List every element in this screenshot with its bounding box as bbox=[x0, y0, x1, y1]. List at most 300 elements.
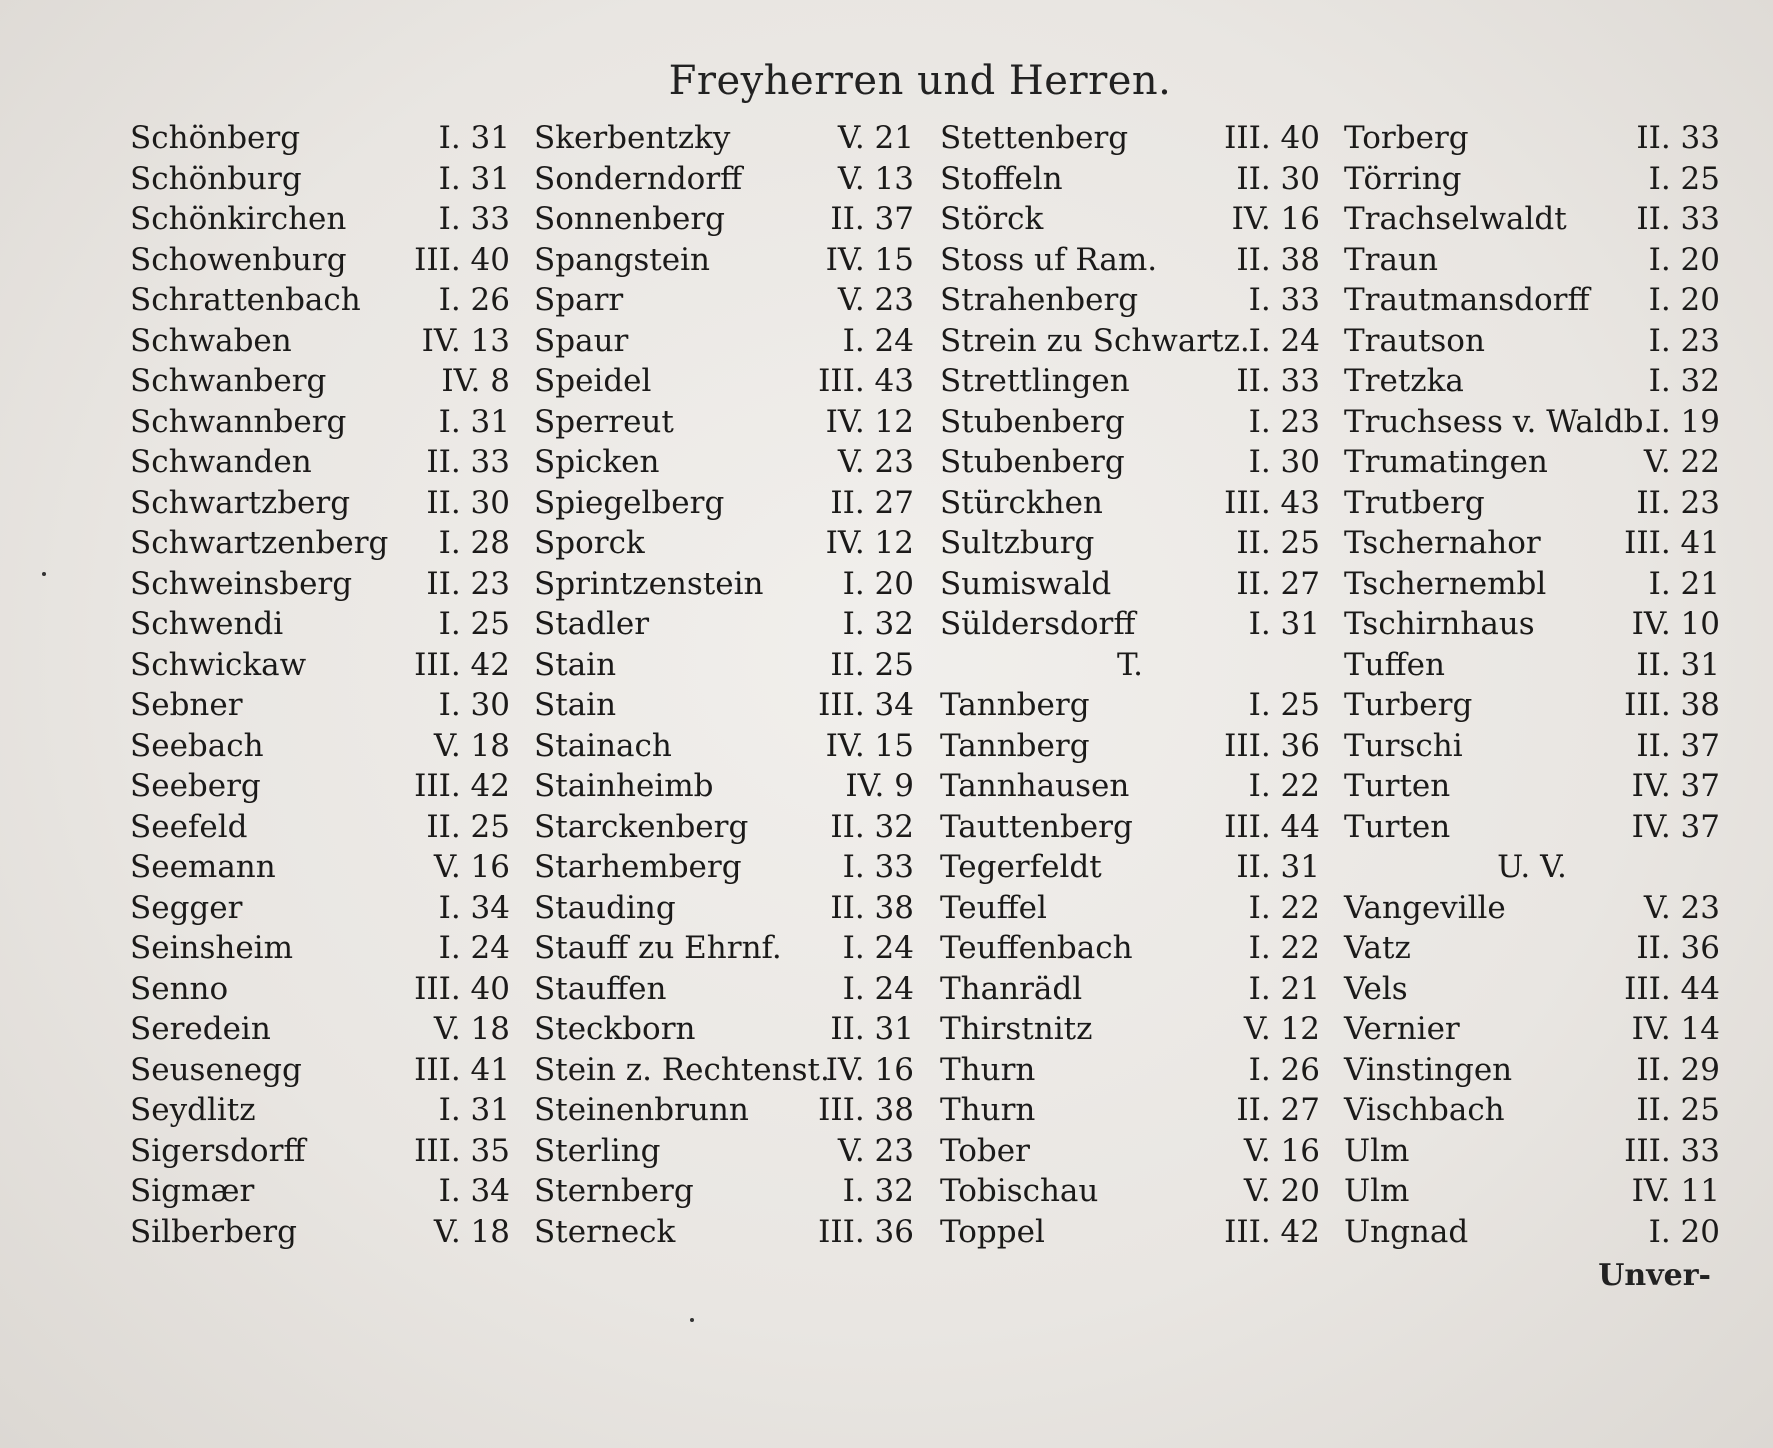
entry-reference: I. 25 bbox=[1248, 687, 1320, 723]
entry-name: Thirstnitz bbox=[940, 1011, 1093, 1047]
entry-reference: I. 22 bbox=[1248, 930, 1320, 966]
entry-name: Stauding bbox=[534, 889, 676, 926]
index-entry bbox=[940, 685, 1320, 726]
entry-name: Thurn bbox=[940, 1092, 1036, 1128]
index-entry bbox=[940, 1050, 1320, 1091]
entry-name: Schweinsberg bbox=[130, 565, 353, 602]
entry-reference: III. 43 bbox=[1224, 484, 1320, 521]
entry-name: Sporck bbox=[534, 525, 645, 561]
entry-reference: II. 25 bbox=[426, 808, 510, 845]
entry-name: Schwannberg bbox=[130, 403, 347, 440]
entry-reference: I. 21 bbox=[1648, 565, 1720, 602]
catchword: Unver- bbox=[1598, 1258, 1711, 1293]
index-entry bbox=[534, 1050, 914, 1091]
entry-reference: III. 36 bbox=[818, 1213, 914, 1250]
entry-reference: V. 23 bbox=[837, 1132, 914, 1169]
index-entry bbox=[1344, 685, 1720, 726]
entry-name: Vatz bbox=[1344, 930, 1411, 966]
entry-name: Sterling bbox=[534, 1132, 661, 1169]
entry-name: Stainach bbox=[534, 727, 672, 764]
entry-reference: II. 27 bbox=[830, 484, 914, 521]
index-entry bbox=[534, 969, 914, 1010]
index-entry bbox=[130, 928, 510, 969]
index-entry bbox=[1344, 645, 1720, 686]
entry-reference: I. 32 bbox=[842, 606, 914, 642]
index-entry bbox=[534, 888, 914, 929]
entry-reference: IV. 15 bbox=[825, 727, 914, 764]
entry-reference: II. 31 bbox=[830, 1011, 914, 1047]
entry-name: Seeberg bbox=[130, 768, 261, 804]
entry-reference: II. 33 bbox=[1636, 201, 1720, 237]
entry-name: Spicken bbox=[534, 444, 660, 480]
index-entry bbox=[940, 888, 1320, 929]
index-entry bbox=[940, 442, 1320, 483]
entry-name: Vangeville bbox=[1344, 889, 1506, 926]
entry-reference: I. 21 bbox=[1248, 970, 1320, 1007]
index-entry bbox=[1344, 321, 1720, 362]
entry-reference: II. 36 bbox=[1636, 930, 1720, 966]
entry-name: Sonnenberg bbox=[534, 201, 725, 237]
index-entry bbox=[534, 361, 914, 402]
entry-name: Stain bbox=[534, 687, 617, 723]
entry-name: Tauttenberg bbox=[940, 808, 1133, 845]
entry-reference: I. 26 bbox=[438, 282, 510, 318]
entry-name: Stürckhen bbox=[940, 484, 1103, 521]
entry-reference: I. 24 bbox=[438, 930, 510, 966]
index-entry bbox=[940, 361, 1320, 402]
entry-name: Turten bbox=[1344, 768, 1451, 804]
entry-name: Stein z. Rechtenst. bbox=[534, 1051, 830, 1088]
entry-reference: I. 24 bbox=[842, 970, 914, 1007]
entry-reference: I. 20 bbox=[1648, 1213, 1720, 1250]
entry-name: Turberg bbox=[1344, 687, 1473, 723]
entry-name: Steinenbrunn bbox=[534, 1092, 749, 1128]
index-entry bbox=[1344, 361, 1720, 402]
page-title: Freyherren und Herren. bbox=[668, 58, 1172, 104]
entry-name: Tegerfeldt bbox=[940, 849, 1102, 885]
entry-name: Stoss uf Ram. bbox=[940, 241, 1158, 278]
entry-name: Torberg bbox=[1344, 120, 1469, 156]
entry-name: Steckborn bbox=[534, 1011, 696, 1047]
index-entry bbox=[1344, 199, 1720, 240]
index-entry bbox=[940, 402, 1320, 443]
entry-name: Spiegelberg bbox=[534, 484, 725, 521]
index-entry bbox=[1344, 604, 1720, 645]
index-entry bbox=[130, 1090, 510, 1131]
entry-name: Seydlitz bbox=[130, 1092, 256, 1128]
index-entry bbox=[130, 1212, 510, 1253]
entry-reference: I. 19 bbox=[1648, 403, 1720, 440]
entry-name: Schwanberg bbox=[130, 363, 327, 399]
entry-name: Schrattenbach bbox=[130, 282, 361, 318]
entry-name: Thurn bbox=[940, 1051, 1036, 1088]
entry-name: Teuffenbach bbox=[940, 930, 1133, 966]
entry-reference: I. 24 bbox=[1248, 322, 1320, 359]
entry-reference: I. 20 bbox=[1648, 282, 1720, 318]
entry-reference: V. 21 bbox=[837, 120, 914, 156]
index-entry bbox=[130, 726, 510, 767]
entry-name: Spangstein bbox=[534, 241, 710, 278]
entry-reference: III. 40 bbox=[414, 970, 510, 1007]
index-entry bbox=[1344, 1171, 1720, 1212]
index-entry bbox=[1344, 280, 1720, 321]
entry-reference: III. 35 bbox=[414, 1132, 510, 1169]
entry-name: Störck bbox=[940, 201, 1044, 237]
entry-name: Tannberg bbox=[940, 727, 1090, 764]
entry-name: Schwartzenberg bbox=[130, 525, 389, 561]
index-entry bbox=[940, 969, 1320, 1010]
index-entry bbox=[534, 1131, 914, 1172]
entry-reference: III. 44 bbox=[1224, 808, 1320, 845]
entry-reference: I. 31 bbox=[438, 160, 510, 197]
index-entry bbox=[1344, 888, 1720, 929]
entry-name: Sebner bbox=[130, 687, 243, 723]
index-entry bbox=[534, 1009, 914, 1050]
entry-name: Schönburg bbox=[130, 160, 302, 197]
index-entry bbox=[940, 564, 1320, 605]
ink-speck bbox=[42, 572, 46, 576]
entry-reference: I. 28 bbox=[438, 525, 510, 561]
entry-reference: II. 29 bbox=[1636, 1051, 1720, 1088]
index-entry bbox=[534, 928, 914, 969]
entry-name: Stubenberg bbox=[940, 403, 1125, 440]
entry-name: Senno bbox=[130, 970, 229, 1007]
entry-name: Teuffel bbox=[940, 889, 1047, 926]
entry-reference: V. 16 bbox=[433, 849, 510, 885]
entry-reference: IV. 16 bbox=[1231, 201, 1320, 237]
entry-reference: III. 40 bbox=[1224, 120, 1320, 156]
entry-reference: I. 26 bbox=[1248, 1051, 1320, 1088]
index-entry bbox=[940, 321, 1320, 362]
entry-reference: I. 33 bbox=[842, 849, 914, 885]
entry-reference: V. 23 bbox=[837, 444, 914, 480]
entry-name: Schwanden bbox=[130, 444, 312, 480]
entry-reference: I. 34 bbox=[438, 889, 510, 926]
index-entry bbox=[940, 118, 1320, 159]
index-entry bbox=[940, 1009, 1320, 1050]
entry-reference: II. 37 bbox=[1636, 727, 1720, 764]
entry-name: Stauff zu Ehrnf. bbox=[534, 930, 782, 966]
index-entry bbox=[1344, 442, 1720, 483]
entry-reference: II. 23 bbox=[1636, 484, 1720, 521]
entry-name: Tschirnhaus bbox=[1344, 606, 1535, 642]
entry-reference: V. 23 bbox=[1643, 889, 1720, 926]
entry-reference: I. 22 bbox=[1248, 768, 1320, 804]
entry-reference: II. 27 bbox=[1236, 565, 1320, 602]
entry-reference: V. 13 bbox=[837, 160, 914, 197]
index-entry bbox=[1344, 483, 1720, 524]
index-entry bbox=[534, 240, 914, 281]
entry-reference: I. 31 bbox=[438, 120, 510, 156]
entry-reference: V. 18 bbox=[433, 1011, 510, 1047]
entry-name: Törring bbox=[1344, 160, 1462, 197]
entry-name: Tobischau bbox=[940, 1173, 1099, 1209]
entry-reference: III. 41 bbox=[1624, 525, 1720, 561]
entry-name: Seusenegg bbox=[130, 1051, 302, 1088]
entry-reference: I. 24 bbox=[842, 930, 914, 966]
entry-reference: V. 12 bbox=[1243, 1011, 1320, 1047]
index-entry bbox=[130, 240, 510, 281]
entry-reference: IV. 12 bbox=[825, 403, 914, 440]
entry-name: Tschernembl bbox=[1344, 565, 1547, 602]
index-entry bbox=[1344, 1050, 1720, 1091]
entry-reference: II. 33 bbox=[426, 444, 510, 480]
entry-reference: IV. 13 bbox=[421, 322, 510, 359]
entry-reference: I. 32 bbox=[1648, 363, 1720, 399]
entry-reference: I. 32 bbox=[842, 1173, 914, 1209]
index-entry bbox=[534, 483, 914, 524]
entry-reference: IV. 37 bbox=[1631, 768, 1720, 804]
entry-reference: III. 43 bbox=[818, 363, 914, 399]
entry-name: Ulm bbox=[1344, 1132, 1410, 1169]
entry-reference: I. 30 bbox=[438, 687, 510, 723]
entry-reference: III. 34 bbox=[818, 687, 914, 723]
index-entry bbox=[940, 159, 1320, 200]
index-entry bbox=[130, 1171, 510, 1212]
entry-name: Trachselwaldt bbox=[1344, 201, 1567, 237]
index-entry bbox=[534, 847, 914, 888]
entry-reference: III. 42 bbox=[414, 768, 510, 804]
entry-reference: I. 22 bbox=[1248, 889, 1320, 926]
entry-name: Vernier bbox=[1344, 1011, 1460, 1047]
index-entry bbox=[130, 564, 510, 605]
entry-name: Turschi bbox=[1344, 727, 1463, 764]
index-entry bbox=[1344, 1212, 1720, 1253]
entry-name: Speidel bbox=[534, 363, 652, 399]
entry-name: Schwartzberg bbox=[130, 484, 351, 521]
entry-reference: II. 25 bbox=[830, 646, 914, 683]
entry-name: Vischbach bbox=[1344, 1092, 1505, 1128]
index-entry bbox=[1344, 1090, 1720, 1131]
index-entry bbox=[534, 442, 914, 483]
entry-reference: II. 31 bbox=[1236, 849, 1320, 885]
index-column-1 bbox=[130, 118, 510, 1252]
entry-name: Strahenberg bbox=[940, 282, 1139, 318]
index-entry bbox=[534, 1171, 914, 1212]
entry-name: Tretzka bbox=[1344, 363, 1464, 399]
index-entry bbox=[130, 1131, 510, 1172]
entry-reference: I. 31 bbox=[1248, 606, 1320, 642]
index-entry bbox=[1344, 564, 1720, 605]
entry-name: Skerbentzky bbox=[534, 120, 731, 156]
entry-name: Stoffeln bbox=[940, 160, 1063, 197]
entry-reference: II. 38 bbox=[1236, 241, 1320, 278]
index-entry bbox=[130, 1009, 510, 1050]
index-entry bbox=[130, 685, 510, 726]
index-entry bbox=[534, 402, 914, 443]
entry-reference: V. 16 bbox=[1243, 1132, 1320, 1169]
entry-reference: IV. 11 bbox=[1631, 1173, 1720, 1209]
entry-reference: IV. 12 bbox=[825, 525, 914, 561]
index-entry bbox=[130, 807, 510, 848]
entry-reference: IV. 8 bbox=[441, 363, 510, 399]
entry-name: Süldersdorff bbox=[940, 606, 1136, 642]
index-entry bbox=[1344, 159, 1720, 200]
entry-reference: III. 38 bbox=[1624, 687, 1720, 723]
entry-name: Segger bbox=[130, 889, 243, 926]
entry-reference: IV. 10 bbox=[1631, 606, 1720, 642]
index-entry bbox=[130, 402, 510, 443]
index-entry bbox=[130, 483, 510, 524]
index-entry bbox=[1344, 1009, 1720, 1050]
entry-name: Sigmær bbox=[130, 1173, 255, 1209]
entry-reference: I. 20 bbox=[1648, 241, 1720, 278]
entry-reference: I. 33 bbox=[1248, 282, 1320, 318]
section-letter-heading bbox=[940, 645, 1320, 686]
entry-reference: V. 18 bbox=[433, 727, 510, 764]
index-entry bbox=[940, 199, 1320, 240]
index-entry bbox=[940, 807, 1320, 848]
entry-name: Tannberg bbox=[940, 687, 1090, 723]
ink-speck bbox=[690, 1318, 694, 1322]
index-entry bbox=[1344, 402, 1720, 443]
entry-reference: III. 44 bbox=[1624, 970, 1720, 1007]
entry-reference: V. 20 bbox=[1243, 1173, 1320, 1209]
entry-reference: III. 33 bbox=[1624, 1132, 1720, 1169]
index-entry bbox=[940, 280, 1320, 321]
entry-reference: III. 38 bbox=[818, 1092, 914, 1128]
entry-name: Schönkirchen bbox=[130, 201, 347, 237]
entry-reference: II. 30 bbox=[426, 484, 510, 521]
entry-reference: I. 25 bbox=[438, 606, 510, 642]
entry-reference: II. 31 bbox=[1636, 646, 1720, 683]
index-entry bbox=[534, 604, 914, 645]
index-entry bbox=[130, 645, 510, 686]
entry-name: Tannhausen bbox=[940, 768, 1130, 804]
entry-name: Strettlingen bbox=[940, 363, 1130, 399]
index-entry bbox=[940, 1131, 1320, 1172]
index-entry bbox=[940, 766, 1320, 807]
entry-name: Stubenberg bbox=[940, 444, 1125, 480]
index-entry bbox=[1344, 726, 1720, 767]
entry-reference: I. 33 bbox=[438, 201, 510, 237]
entry-reference: III. 36 bbox=[1224, 727, 1320, 764]
index-entry bbox=[534, 321, 914, 362]
entry-name: Seebach bbox=[130, 727, 264, 764]
entry-name: Trumatingen bbox=[1344, 444, 1548, 480]
entry-name: Trautson bbox=[1344, 322, 1485, 359]
entry-reference: I. 24 bbox=[842, 322, 914, 359]
entry-name: Vels bbox=[1344, 970, 1408, 1007]
index-entry bbox=[534, 807, 914, 848]
entry-reference: II. 30 bbox=[1236, 160, 1320, 197]
entry-reference: V. 22 bbox=[1643, 444, 1720, 480]
index-entry bbox=[534, 685, 914, 726]
entry-name: Silberberg bbox=[130, 1213, 297, 1250]
index-entry bbox=[940, 928, 1320, 969]
index-entry bbox=[940, 847, 1320, 888]
index-entry bbox=[130, 159, 510, 200]
entry-reference: V. 18 bbox=[433, 1213, 510, 1250]
entry-name: Sigersdorff bbox=[130, 1132, 306, 1169]
entry-reference: III. 42 bbox=[414, 646, 510, 683]
index-entry bbox=[130, 118, 510, 159]
index-entry bbox=[940, 1171, 1320, 1212]
index-entry bbox=[130, 847, 510, 888]
index-entry bbox=[940, 483, 1320, 524]
index-entry bbox=[534, 645, 914, 686]
entry-reference: II. 33 bbox=[1636, 120, 1720, 156]
index-entry bbox=[940, 240, 1320, 281]
entry-reference: III. 40 bbox=[414, 241, 510, 278]
index-column-2 bbox=[534, 118, 914, 1252]
index-entry bbox=[1344, 807, 1720, 848]
index-entry bbox=[534, 564, 914, 605]
entry-name: Tuffen bbox=[1344, 646, 1445, 683]
index-entry bbox=[130, 969, 510, 1010]
entry-name: Schönberg bbox=[130, 120, 301, 156]
entry-reference: II. 27 bbox=[1236, 1092, 1320, 1128]
entry-name: Tober bbox=[940, 1132, 1030, 1169]
entry-name: Seinsheim bbox=[130, 930, 293, 966]
index-entry bbox=[130, 523, 510, 564]
index-entry bbox=[1344, 118, 1720, 159]
index-entry bbox=[534, 280, 914, 321]
entry-name: Sumiswald bbox=[940, 565, 1112, 602]
entry-name: Sperreut bbox=[534, 403, 674, 440]
entry-name: Toppel bbox=[940, 1213, 1045, 1250]
index-entry bbox=[940, 1090, 1320, 1131]
entry-name: Sternberg bbox=[534, 1173, 694, 1209]
entry-name: Turten bbox=[1344, 808, 1451, 845]
index-entry bbox=[1344, 969, 1720, 1010]
index-entry bbox=[130, 1050, 510, 1091]
section-letter-heading bbox=[1344, 847, 1720, 888]
entry-name: Seemann bbox=[130, 849, 276, 885]
entry-name: Seefeld bbox=[130, 808, 248, 845]
entry-name: Starhemberg bbox=[534, 849, 742, 885]
entry-name: Schwendi bbox=[130, 606, 284, 642]
index-entry bbox=[534, 1090, 914, 1131]
entry-reference: II. 37 bbox=[830, 201, 914, 237]
entry-name: Stadler bbox=[534, 606, 650, 642]
entry-name: Thanrädl bbox=[940, 970, 1083, 1007]
entry-name: Stauffen bbox=[534, 970, 667, 1007]
entry-reference: II. 23 bbox=[426, 565, 510, 602]
entry-reference: III. 42 bbox=[1224, 1213, 1320, 1250]
index-entry bbox=[534, 118, 914, 159]
entry-name: Sultzburg bbox=[940, 525, 1095, 561]
entry-reference: II. 25 bbox=[1636, 1092, 1720, 1128]
entry-reference: V. 23 bbox=[837, 282, 914, 318]
entry-reference: I. 23 bbox=[1248, 403, 1320, 440]
entry-reference: IV. 37 bbox=[1631, 808, 1720, 845]
entry-reference: IV. 14 bbox=[1631, 1011, 1720, 1047]
entry-name: Stainheimb bbox=[534, 768, 714, 804]
entry-reference: I. 20 bbox=[842, 565, 914, 602]
entry-name: Trautmansdorff bbox=[1344, 282, 1590, 318]
entry-name: Strein zu Schwartz. bbox=[940, 322, 1250, 359]
entry-name: Seredein bbox=[130, 1011, 271, 1047]
entry-reference: II. 33 bbox=[1236, 363, 1320, 399]
entry-reference: I. 31 bbox=[438, 1092, 510, 1128]
entry-name: Stettenberg bbox=[940, 120, 1129, 156]
index-entry bbox=[940, 1212, 1320, 1253]
section-letter: U. V. bbox=[1497, 849, 1567, 885]
index-entry bbox=[130, 888, 510, 929]
index-entry bbox=[534, 766, 914, 807]
index-entry bbox=[130, 361, 510, 402]
index-entry bbox=[1344, 928, 1720, 969]
index-entry bbox=[1344, 240, 1720, 281]
index-entry bbox=[130, 442, 510, 483]
index-entry bbox=[534, 1212, 914, 1253]
section-letter: T. bbox=[1117, 646, 1143, 683]
entry-name: Sterneck bbox=[534, 1213, 676, 1250]
index-entry bbox=[1344, 523, 1720, 564]
index-entry bbox=[940, 726, 1320, 767]
index-entry bbox=[534, 523, 914, 564]
